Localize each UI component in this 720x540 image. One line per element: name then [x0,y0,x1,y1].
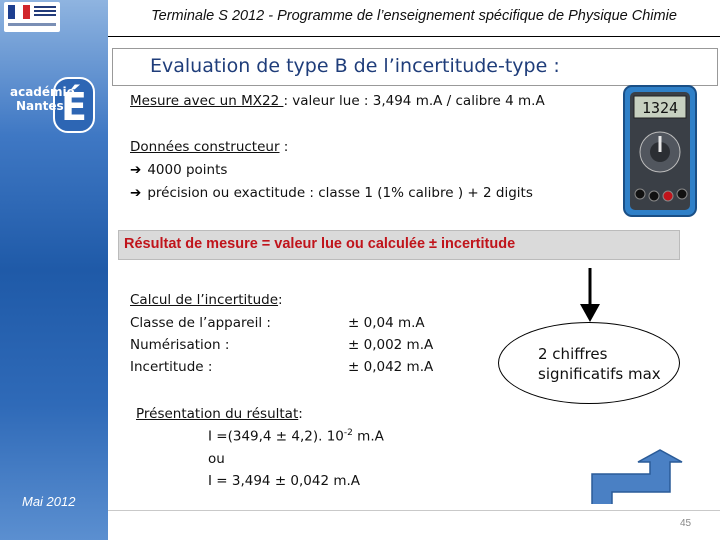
result-value: I =(349,4 ± 4,2). 10 [208,428,344,445]
calcul-row-label: Numérisation : [130,337,230,353]
ellipse-line-2: significatifs max [538,365,661,383]
date-label: Mai 2012 [22,494,76,509]
down-arrow-icon [576,268,604,322]
presentation-heading-line [136,406,303,422]
calcul-heading-line [130,292,283,308]
right-arrow-icon: ➔ [130,185,142,201]
multimeter-image [622,84,698,218]
footer-divider [108,510,720,511]
presentation-line-1 [208,428,384,445]
mesure-label: Mesure avec un MX22 [130,93,284,109]
flag-icon [8,5,30,19]
ellipse-text [538,344,661,384]
republique-francaise-logo [4,2,60,32]
academie-nantes-logo [8,70,98,140]
academie-letter: É [61,85,87,129]
academie-label: académie [10,85,75,99]
result-exponent: -2 [343,428,353,438]
bent-up-arrow-icon [588,448,688,504]
ellipse-line-1: 2 chiffres [538,345,608,363]
presentation-heading-suffix: : [298,406,303,422]
academie-city: Nantes [16,99,64,113]
calcul-row-value: ± 0,042 m.A [348,359,434,375]
multimeter-display: 1324 [641,99,679,117]
presentation-line-2: ou [208,451,225,467]
mesure-value: : valeur lue : 3,494 m.A / calibre 4 m.A [283,93,545,109]
calcul-heading-suffix: : [278,292,283,308]
donnees-precision: précision ou exactitude : classe 1 (1% calibre ) + 2 digits [147,185,533,201]
slide-title: Evaluation de type B de l’incertitude-type : [150,55,560,77]
mesure-line [130,93,545,109]
calcul-row-value: ± 0,04 m.A [348,315,425,331]
result-unit: m.A [352,428,384,445]
calcul-row-label: Classe de l’appareil : [130,315,271,331]
donnees-points: 4000 points [147,162,228,178]
page-number: 45 [680,518,692,529]
result-banner: Résultat de mesure = valeur lue ou calculée ± incertitude [124,236,516,252]
calcul-row-label: Incertitude : [130,359,213,375]
page-header: Terminale S 2012 - Programme de l’enseignement spécifique de Physique Chimie [151,8,677,24]
calcul-row-value: ± 0,002 m.A [348,337,434,353]
donnees-line-1 [130,162,227,178]
donnees-heading-line [130,139,288,155]
donnees-line-2 [130,185,533,201]
right-arrow-icon: ➔ [130,162,142,178]
calcul-heading: Calcul de l’incertitude [130,292,279,308]
donnees-heading-suffix: : [279,139,289,155]
presentation-heading: Présentation du résultat [136,406,299,422]
presentation-line-3: I = 3,494 ± 0,042 m.A [208,473,361,489]
donnees-heading: Données constructeur [130,139,280,155]
header-divider [108,36,720,37]
